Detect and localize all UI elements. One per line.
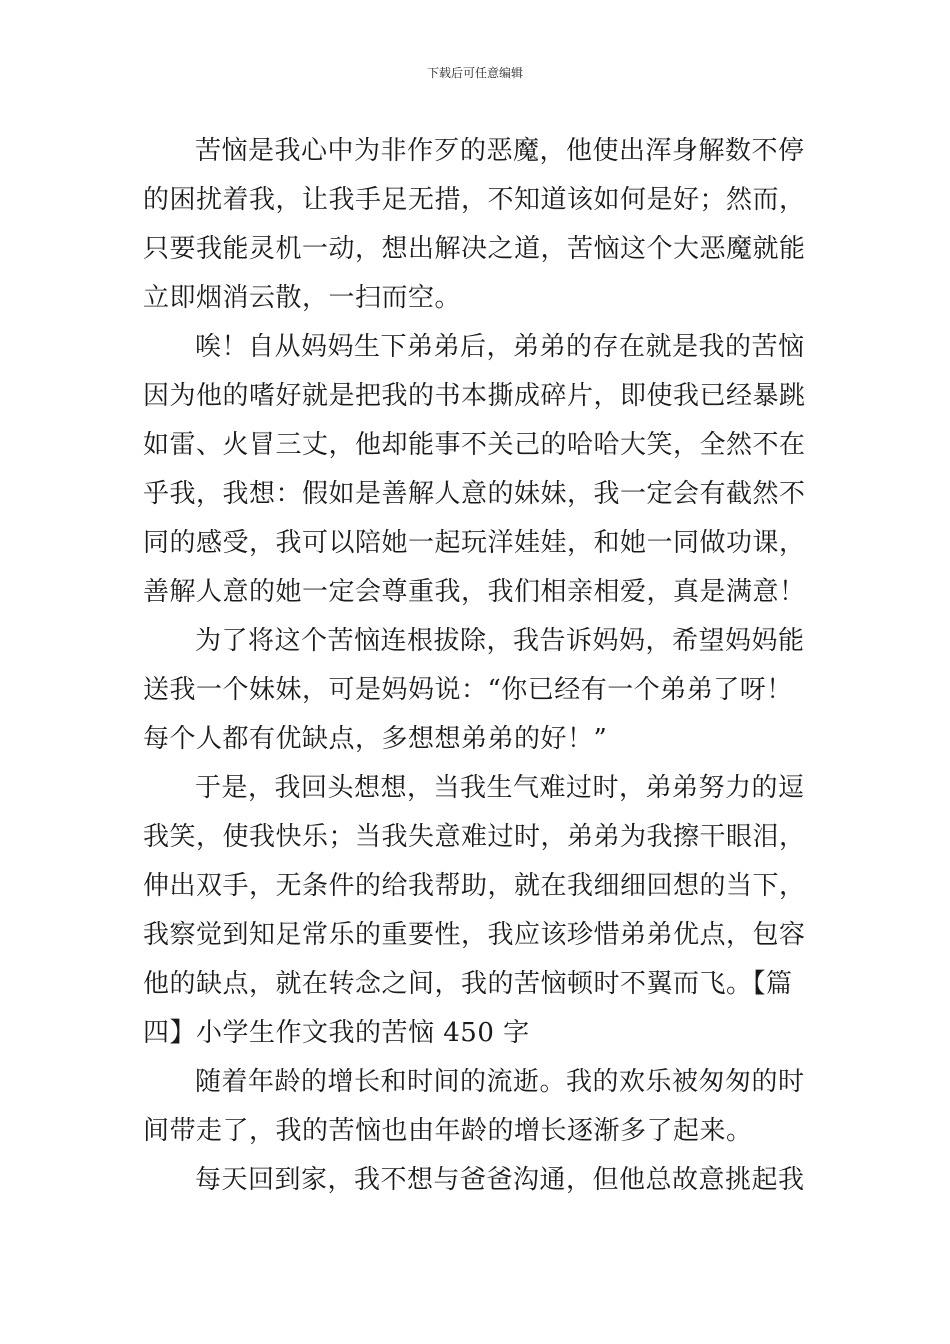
text-line: 伸出双手，无条件的给我帮助，就在我细细回想的当下， xyxy=(143,871,806,901)
text-line: 因为他的嗜好就是把我的书本撕成碎片，即使我已经暴跳 xyxy=(143,381,806,411)
text-line: 的困扰着我，让我手足无措，不知道该如何是好；然而， xyxy=(143,185,806,215)
text-line: 他的缺点，就在转念之间，我的苦恼顿时不翼而飞。【篇 xyxy=(143,969,793,999)
text-line: 送我一个妹妹，可是妈妈说：“你已经有一个弟弟了呀！ xyxy=(143,675,793,705)
text-line: 同的感受，我可以陪她一起玩洋娃娃，和她一同做功课， xyxy=(143,528,806,558)
text-line: 如雷、火冒三丈，他却能事不关己的哈哈大笑，全然不在 xyxy=(143,430,806,460)
text-line: 四】小学生作文我的苦恼 450 字 xyxy=(143,1018,530,1048)
essay-body xyxy=(143,127,807,1205)
text-line: 间带走了，我的苦恼也由年龄的增长逐渐多了起来。 xyxy=(143,1116,753,1146)
text-line: 随着年龄的增长和时间的流逝。我的欢乐被匆匆的时 xyxy=(195,1067,805,1097)
text-line: 为了将这个苦恼连根拔除，我告诉妈妈，希望妈妈能 xyxy=(195,626,805,656)
text-line: 每个人都有优缺点，多想想弟弟的好！” xyxy=(143,724,608,754)
text-line: 善解人意的她一定会尊重我，我们相亲相爱，真是满意！ xyxy=(143,577,806,607)
paragraph-2 xyxy=(143,323,807,617)
text-line: 我笑，使我快乐；当我失意难过时，弟弟为我擦干眼泪， xyxy=(143,822,806,852)
page-header: 下载后可任意编辑 xyxy=(426,66,523,80)
paragraph-4 xyxy=(143,764,807,1058)
paragraph-6 xyxy=(143,1156,807,1205)
paragraph-5 xyxy=(143,1058,807,1156)
text-line: 乎我，我想：假如是善解人意的妹妹，我一定会有截然不 xyxy=(143,479,806,509)
text-line: 唉！自从妈妈生下弟弟后，弟弟的存在就是我的苦恼 xyxy=(195,332,805,362)
text-line: 于是，我回头想想，当我生气难过时，弟弟努力的逗 xyxy=(195,773,805,803)
text-line: 每天回到家，我不想与爸爸沟通，但他总故意挑起我 xyxy=(195,1165,805,1195)
paragraph-1 xyxy=(143,127,807,323)
text-line: 我察觉到知足常乐的重要性，我应该珍惜弟弟优点，包容 xyxy=(143,920,806,950)
paragraph-3 xyxy=(143,617,807,764)
text-line: 立即烟消云散，一扫而空。 xyxy=(143,283,462,313)
text-line: 只要我能灵机一动，想出解决之道，苦恼这个大恶魔就能 xyxy=(143,234,806,264)
text-line: 苦恼是我心中为非作歹的恶魔，他使出浑身解数不停 xyxy=(195,136,805,166)
